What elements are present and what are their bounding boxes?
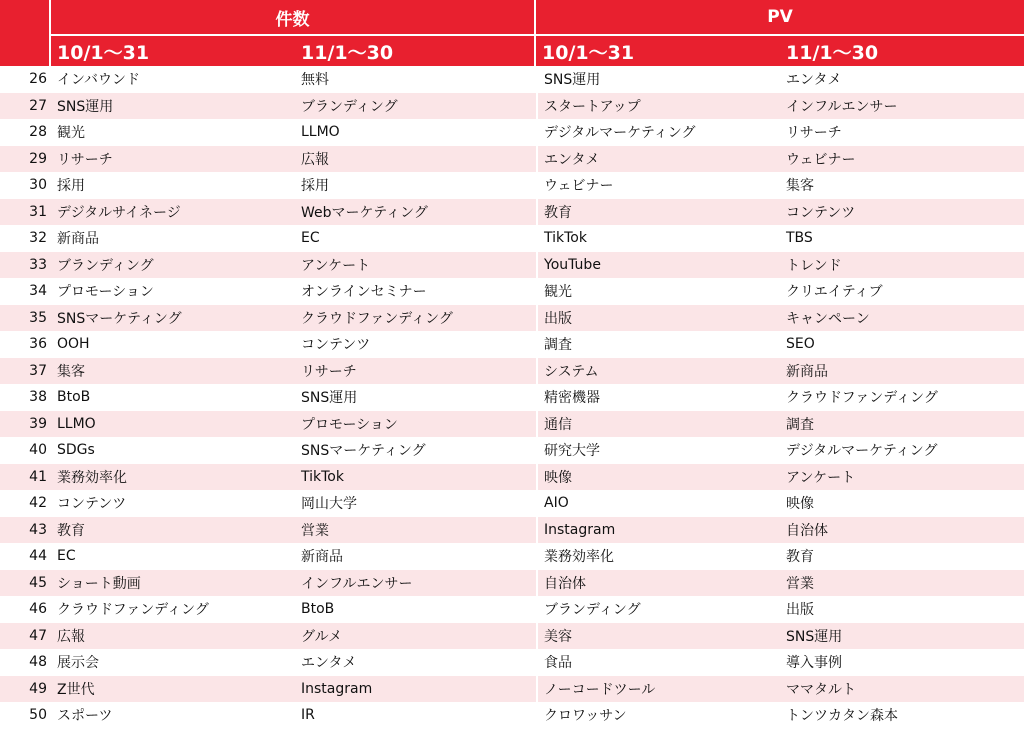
pv-oct-cell: クロワッサン [536,702,780,729]
pv-nov-cell: 自治体 [780,517,1024,544]
pv-oct-cell: 業務効率化 [536,543,780,570]
count-nov-cell: エンタメ [301,655,357,672]
table-row [0,543,1024,570]
pv-nov-cell: ウェビナー [780,146,1024,173]
period-header-count-nov: 11/1～30 [295,36,536,66]
count-oct-cell: クラウドファンディング [57,602,209,619]
pv-nov-cell: 導入事例 [786,655,842,672]
rank-cell: 38 [29,389,47,406]
count-nov-cell: リサーチ [295,358,536,385]
count-nov-cell: SNSマーケティング [301,443,426,460]
count-oct-cell: EC [57,548,76,565]
pv-nov-cell: クラウドファンディング [786,390,938,407]
count-oct-cell: 新商品 [57,231,99,248]
group-header-pv: PV [536,0,1024,36]
pv-oct-cell: 通信 [536,411,780,438]
rank-cell: 27 [0,93,51,120]
pv-oct-cell: 自治体 [536,570,780,597]
pv-oct-cell: YouTube [536,252,780,279]
pv-oct-cell: TikTok [536,225,780,252]
pv-nov-cell: インフルエンサー [780,93,1024,120]
count-nov-cell: インフルエンサー [295,570,536,597]
count-oct-cell: ショート動画 [51,570,295,597]
count-nov-cell: 無料 [301,72,329,89]
count-oct-cell: OOH [57,336,90,353]
rank-cell: 31 [0,199,51,226]
table-row [0,676,1024,703]
count-nov-cell: TikTok [295,464,536,491]
table-row [0,384,1024,411]
rank-cell: 47 [0,623,51,650]
rank-cell: 33 [0,252,51,279]
count-nov-cell: クラウドファンディング [295,305,536,332]
pv-nov-cell: 調査 [780,411,1024,438]
count-nov-cell: 広報 [295,146,536,173]
count-nov-cell: 新商品 [301,549,343,566]
rank-cell: 45 [0,570,51,597]
pv-nov-cell: ママタルト [780,676,1024,703]
rank-cell: 49 [0,676,51,703]
count-nov-cell: オンラインセミナー [301,284,427,301]
count-nov-cell: EC [301,230,320,247]
count-nov-cell: 岡山大学 [301,496,357,513]
count-oct-cell: プロモーション [57,284,154,301]
pv-nov-cell: 営業 [780,570,1024,597]
count-oct-cell: インバウンド [57,72,141,89]
rank-cell: 50 [29,707,47,724]
table-row [0,93,1024,120]
pv-nov-cell: SNS運用 [780,623,1024,650]
pv-nov-cell: トレンド [780,252,1024,279]
count-oct-cell: 業務効率化 [51,464,295,491]
table-body [0,66,1024,729]
pv-oct-cell: エンタメ [536,146,780,173]
count-oct-cell: 教育 [51,517,295,544]
count-nov-cell: グルメ [295,623,536,650]
pv-nov-cell: トンツカタン森本 [786,708,898,725]
count-oct-cell: コンテンツ [57,496,127,513]
rank-cell: 34 [29,283,47,300]
pv-oct-cell: Instagram [536,517,780,544]
count-oct-cell: デジタルサイネージ [51,199,295,226]
pv-oct-cell: デジタルマーケティング [536,119,780,146]
count-oct-cell: SNS運用 [51,93,295,120]
table-row [0,464,1024,491]
pv-oct-cell: SNS運用 [536,66,780,93]
count-nov-cell: プロモーション [295,411,536,438]
count-nov-cell: コンテンツ [301,337,371,354]
count-nov-cell: アンケート [295,252,536,279]
pv-oct-cell: ブランディング [536,596,780,623]
pv-nov-cell: SEO [786,336,815,353]
rank-cell: 28 [29,124,47,141]
rank-cell: 29 [0,146,51,173]
count-oct-cell: 広報 [51,623,295,650]
rank-cell: 43 [0,517,51,544]
pv-oct-cell: 食品 [536,649,780,676]
count-nov-cell: IR [301,707,315,724]
count-oct-cell: 集客 [51,358,295,385]
period-header-pv-oct: 10/1～31 [536,36,780,66]
pv-nov-cell: キャンペーン [780,305,1024,332]
table-row [0,702,1024,729]
rank-cell: 41 [0,464,51,491]
count-oct-cell: BtoB [57,389,91,406]
period-header-pv-nov: 11/1～30 [780,36,1024,66]
rank-cell: 48 [29,654,47,671]
table-row [0,623,1024,650]
table-row [0,649,1024,676]
pv-nov-cell: アンケート [780,464,1024,491]
pv-nov-cell: コンテンツ [780,199,1024,226]
rank-header-corner [0,0,51,66]
count-nov-cell: SNS運用 [301,390,358,407]
table-row [0,305,1024,332]
count-nov-cell: ブランディング [295,93,536,120]
table-row [0,570,1024,597]
pv-oct-cell: システム [536,358,780,385]
pv-nov-cell: 新商品 [780,358,1024,385]
rank-cell: 46 [29,601,47,618]
rank-cell: 40 [29,442,47,459]
table-row [0,411,1024,438]
pv-nov-cell: TBS [786,230,813,247]
rank-cell: 44 [29,548,47,565]
table-row [0,225,1024,252]
count-nov-cell: Instagram [295,676,536,703]
rank-cell: 26 [29,71,47,88]
pv-oct-cell: 映像 [536,464,780,491]
pv-nov-cell: 出版 [786,602,814,619]
table-row [0,596,1024,623]
rank-cell: 35 [0,305,51,332]
rank-cell: 36 [29,336,47,353]
count-oct-cell: SNSマーケティング [51,305,295,332]
count-nov-cell: 採用 [301,178,329,195]
pv-nov-cell: エンタメ [786,72,842,89]
table-row [0,146,1024,173]
count-oct-cell: ブランディング [51,252,295,279]
table-row [0,358,1024,385]
count-oct-cell: 採用 [57,178,85,195]
rank-cell: 37 [0,358,51,385]
table-row [0,278,1024,305]
rank-cell: 42 [29,495,47,512]
period-header-count-oct: 10/1～31 [51,36,295,66]
count-oct-cell: スポーツ [57,708,113,725]
pv-oct-cell: AIO [536,490,780,517]
pv-oct-cell: 調査 [536,331,780,358]
table-row [0,517,1024,544]
table-row [0,252,1024,279]
count-nov-cell: BtoB [301,601,335,618]
table-row [0,119,1024,146]
pv-nov-cell: デジタルマーケティング [786,443,938,460]
table-row [0,199,1024,226]
pv-oct-cell: 精密機器 [536,384,780,411]
pv-nov-cell: クリエイティブ [786,284,883,301]
table-row [0,66,1024,93]
pv-oct-cell: スタートアップ [536,93,780,120]
table-row [0,172,1024,199]
pv-oct-cell: 観光 [536,278,780,305]
pv-nov-cell: 映像 [786,496,814,513]
count-oct-cell: 展示会 [57,655,99,672]
table-row [0,331,1024,358]
count-oct-cell: LLMO [51,411,295,438]
rank-cell: 30 [29,177,47,194]
pv-nov-cell: 集客 [786,178,814,195]
count-oct-cell: Z世代 [51,676,295,703]
group-header-count: 件数 [51,0,536,36]
pv-oct-cell: 研究大学 [536,437,780,464]
count-oct-cell: リサーチ [51,146,295,173]
count-nov-cell: LLMO [301,124,340,141]
table-header [0,0,1024,66]
pv-oct-cell: 出版 [536,305,780,332]
count-nov-cell: 営業 [295,517,536,544]
rank-cell: 39 [0,411,51,438]
count-oct-cell: 観光 [57,125,85,142]
pv-oct-cell: 教育 [536,199,780,226]
table-row [0,437,1024,464]
pv-nov-cell: リサーチ [786,125,842,142]
rank-cell: 32 [29,230,47,247]
pv-oct-cell: 美容 [536,623,780,650]
table-row [0,490,1024,517]
pv-nov-cell: 教育 [786,549,814,566]
count-oct-cell: SDGs [57,442,95,459]
pv-oct-cell: ウェビナー [536,172,780,199]
pv-oct-cell: ノーコードツール [536,676,780,703]
count-nov-cell: Webマーケティング [295,199,536,226]
